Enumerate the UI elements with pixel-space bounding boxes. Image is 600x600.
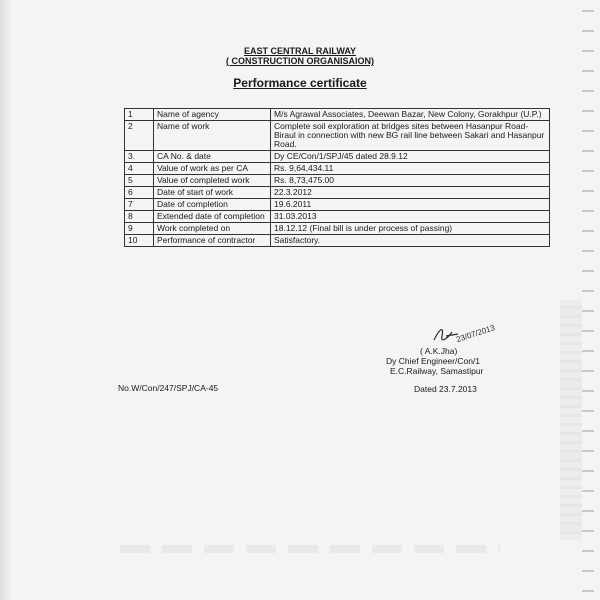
- organisation-unit: ( CONSTRUCTION ORGANISAION): [226, 56, 374, 66]
- row-label: Name of work: [154, 121, 271, 151]
- row-label: Work completed on: [154, 223, 271, 235]
- table-row: [125, 109, 550, 121]
- table-row: [125, 211, 550, 223]
- table-row: [125, 175, 550, 187]
- row-number: 9: [125, 223, 154, 235]
- row-value: Complete soil exploration at bridges sites between Hasanpur Road- Biraul in connection with new BG rail line between Sakari and Hasanpur Road.: [271, 121, 550, 151]
- row-number: 4: [125, 163, 154, 175]
- row-number: 7: [125, 199, 154, 211]
- issue-date: Dated 23.7.2013: [414, 384, 477, 394]
- row-number: 5: [125, 175, 154, 187]
- row-value: 31.03.2013: [271, 211, 550, 223]
- row-label: Date of completion: [154, 199, 271, 211]
- details-table: [124, 108, 550, 247]
- row-value: Dy CE/Con/1/SPJ/45 dated 28.9.12: [271, 151, 550, 163]
- table-row: [125, 235, 550, 247]
- signatory-designation: Dy Chief Engineer/Con/1: [386, 356, 481, 366]
- row-label: Date of start of work: [154, 187, 271, 199]
- row-value: 22.3.2012: [271, 187, 550, 199]
- row-value: 19.6.2011: [271, 199, 550, 211]
- row-label: Performance of contractor: [154, 235, 271, 247]
- table-row: [125, 163, 550, 175]
- row-value: Rs. 8,73,475.00: [271, 175, 550, 187]
- row-number: 1: [125, 109, 154, 121]
- table-row: [125, 187, 550, 199]
- row-value: Rs. 9,64,434.11: [271, 163, 550, 175]
- show-through-stamp: [560, 300, 582, 540]
- reference-number: No.W/Con/247/SPJ/CA-45: [118, 383, 219, 393]
- handwritten-date: 23/07/2013: [455, 323, 497, 345]
- row-value: M/s Agrawal Associates, Deewan Bazar, New Colony, Gorakhpur (U.P.): [271, 109, 550, 121]
- organisation-name: EAST CENTRAL RAILWAY: [243, 46, 356, 56]
- signatory-office: E.C.Railway, Samastipur: [390, 366, 484, 376]
- table-row: [125, 151, 550, 163]
- row-number: 3.: [125, 151, 154, 163]
- row-label: Extended date of completion: [154, 211, 271, 223]
- row-label: Value of completed work: [154, 175, 271, 187]
- signature-scribble: [430, 318, 510, 348]
- table-row: [125, 121, 550, 151]
- row-value: Satisfactory.: [271, 235, 550, 247]
- page-shadow-edge: [0, 0, 12, 600]
- row-label: CA No. & date: [154, 151, 271, 163]
- row-number: 10: [125, 235, 154, 247]
- faint-show-through-text: [120, 545, 500, 553]
- signatory-name: ( A.K.Jha): [420, 346, 458, 356]
- row-number: 6: [125, 187, 154, 199]
- row-number: 2: [125, 121, 154, 151]
- row-number: 8: [125, 211, 154, 223]
- table-row: [125, 223, 550, 235]
- row-value: 18.12.12 (Final bill is under process of passing): [271, 223, 550, 235]
- spiral-binding: [582, 0, 594, 600]
- row-label: Name of agency: [154, 109, 271, 121]
- row-label: Value of work as per CA: [154, 163, 271, 175]
- certificate-title: Performance certificate: [233, 76, 367, 90]
- table-row: [125, 199, 550, 211]
